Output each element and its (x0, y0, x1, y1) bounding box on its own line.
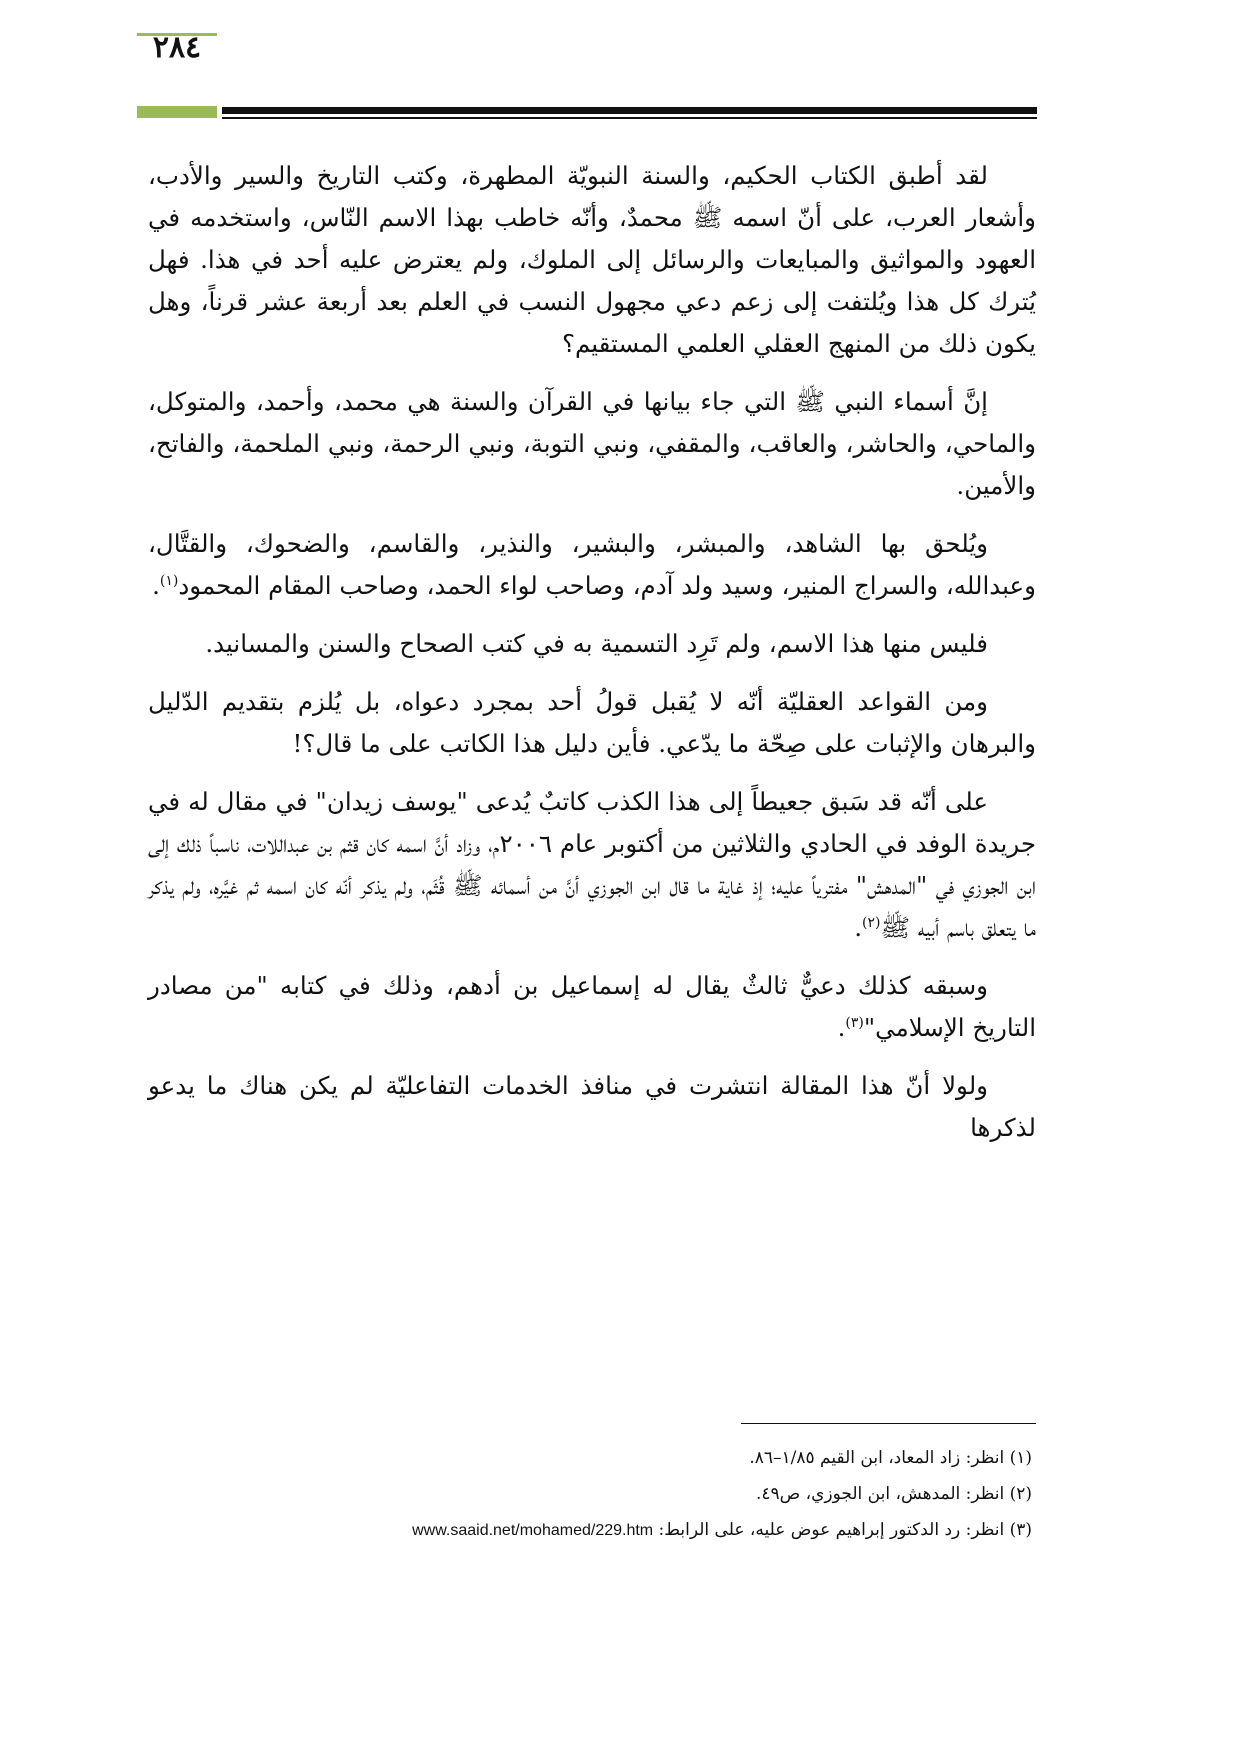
header-rule-thick (222, 107, 1037, 114)
paragraph-6-text: على أنّه قد سَبق جعيطاً إلى هذا الكذب كاتبٌ يُدعى "يوسف زيدان" في مقال له في جريدة الوفد في الحادي والثلاثين من أكتوبر عام ٢٠٠٦م، وزاد أنَّ اسمه كان قثم بن عبداللات، ناسباً ذلك إلى ابن الجوزي في "المدهش" مفترياً عليه؛ إذ غاية ما قال ابن الجوزي أنَّ من أسمائه ﷺ قُثَم، ولم يذكر أنّه كان اسمه ثم غيَّره، ولم يذكر ما يتعلق باسم أبيه ﷺ (148, 787, 1036, 942)
footnotes (148, 1440, 1036, 1549)
footnote-ref-2[interactable]: (٢) (862, 914, 881, 931)
header-accent-bar (137, 106, 217, 118)
footnote-separator (741, 1423, 1036, 1424)
paragraph-2: إنَّ أسماء النبي ﷺ التي جاء بيانها في القرآن والسنة هي محمد، وأحمد، والمتوكل، والماحي، والحاشر، والعاقب، والمقفي، ونبي التوبة، ونبي الرحمة، ونبي الملحمة، والفاتح، والأمين. (148, 387, 1036, 500)
paragraph-3-text: ويُلحق بها الشاهد، والمبشر، والبشير، والنذير، والقاسم، والضحوك، والقتَّال، وعبدالله، والسراج المنير، وسيد ولد آدم، وصاحب لواء الحمد، وصاحب المقام المحمود (148, 529, 1036, 600)
footnote-ref-3[interactable]: (٣) (845, 1014, 864, 1031)
paragraph-7-text: وسبقه كذلك دعيٌّ ثالثٌ يقال له إسماعيل بن أدهم، وذلك في كتابه "من مصادر التاريخ الإسلامي" (148, 971, 1036, 1042)
paragraph-3: ويُلحق بها الشاهد، والمبشر، والبشير، والنذير، والقاسم، والضحوك، والقتَّال، وعبدالله، والسراج المنير، وسيد ولد آدم، وصاحب لواء الحمد، وصاحب المقام المحمود$^{(١)}$. (148, 529, 1036, 600)
footnote-3-link[interactable]: www.saaid.net/mohamed/229.htm (412, 1522, 654, 1539)
footnote-3-text: (٣) انظر: رد الدكتور إبراهيم عوض عليه، على الرابط: (658, 1520, 1032, 1540)
paragraph-4: فليس منها هذا الاسم، ولم تَرِد التسمية به في كتب الصحاح والسنن والمسانيد. (205, 629, 988, 658)
paragraph-1: لقد أطبق الكتاب الحكيم، والسنة النبويّة المطهرة، وكتب التاريخ والسير والأدب، وأشعار العرب، على أنّ اسمه ﷺ محمدٌ، وأنّه خاطب بهذا الاسم النّاس، واستخدمه في العهود والمواثيق والمبايعات والرسائل إلى الملوك، ولم يعترض عليه أحد في هذا. فهل يُترك كل هذا ويُلتفت إلى زعم دعي مجهول النسب في العلم بعد أربعة عشر قرناً، وهل يكون ذلك من المنهج العقلي العلمي المستقيم؟ (148, 161, 1036, 358)
paragraph-5: ومن القواعد العقليّة أنّه لا يُقبل قولُ أحد بمجرد دعواه، بل يُلزم بتقديم الدّليل والبرهان والإثبات على صِحّة ما يدّعي. فأين دليل هذا الكاتب على ما قال؟! (148, 687, 1036, 758)
paragraph-8: ولولا أنّ هذا المقالة انتشرت في منافذ الخدمات التفاعليّة لم يكن هناك ما يدعو لذكرها (148, 1071, 1036, 1142)
footnote-2: (٢) انظر: المدهش، ابن الجوزي، ص٤٩. (755, 1484, 1032, 1504)
paragraph-7: وسبقه كذلك دعيٌّ ثالثٌ يقال له إسماعيل بن أدهم، وذلك في كتابه "من مصادر التاريخ الإسلامي"$^{(٣)}$. (148, 971, 1036, 1042)
footnote-ref-1[interactable]: (١) (159, 572, 179, 589)
footnote-1: (١) انظر: زاد المعاد، ابن القيم ١/٨٥–٨٦. (749, 1448, 1032, 1468)
footnote-3 (148, 1512, 1036, 1549)
page-number: ٢٨٤ (152, 30, 202, 65)
paragraph-6: على أنّه قد سَبق جعيطاً إلى هذا الكذب كاتبٌ يُدعى "يوسف زيدان" في مقال له في جريدة الوفد في الحادي والثلاثين من أكتوبر عام ٢٠٠٦م، وزاد أنَّ اسمه كان قثم بن عبداللات، ناسباً ذلك إلى ابن الجوزي في "المدهش" مفترياً عليه؛ إذ غاية ما قال ابن الجوزي أنَّ من أسمائه ﷺ قُثَم، ولم يذكر أنّه كان اسمه ثم غيَّره، ولم يذكر ما يتعلق باسم أبيه ﷺ$^{(٢)}$. (148, 787, 1036, 942)
main-text (148, 155, 1036, 1165)
header-rule-thin (222, 117, 1037, 119)
